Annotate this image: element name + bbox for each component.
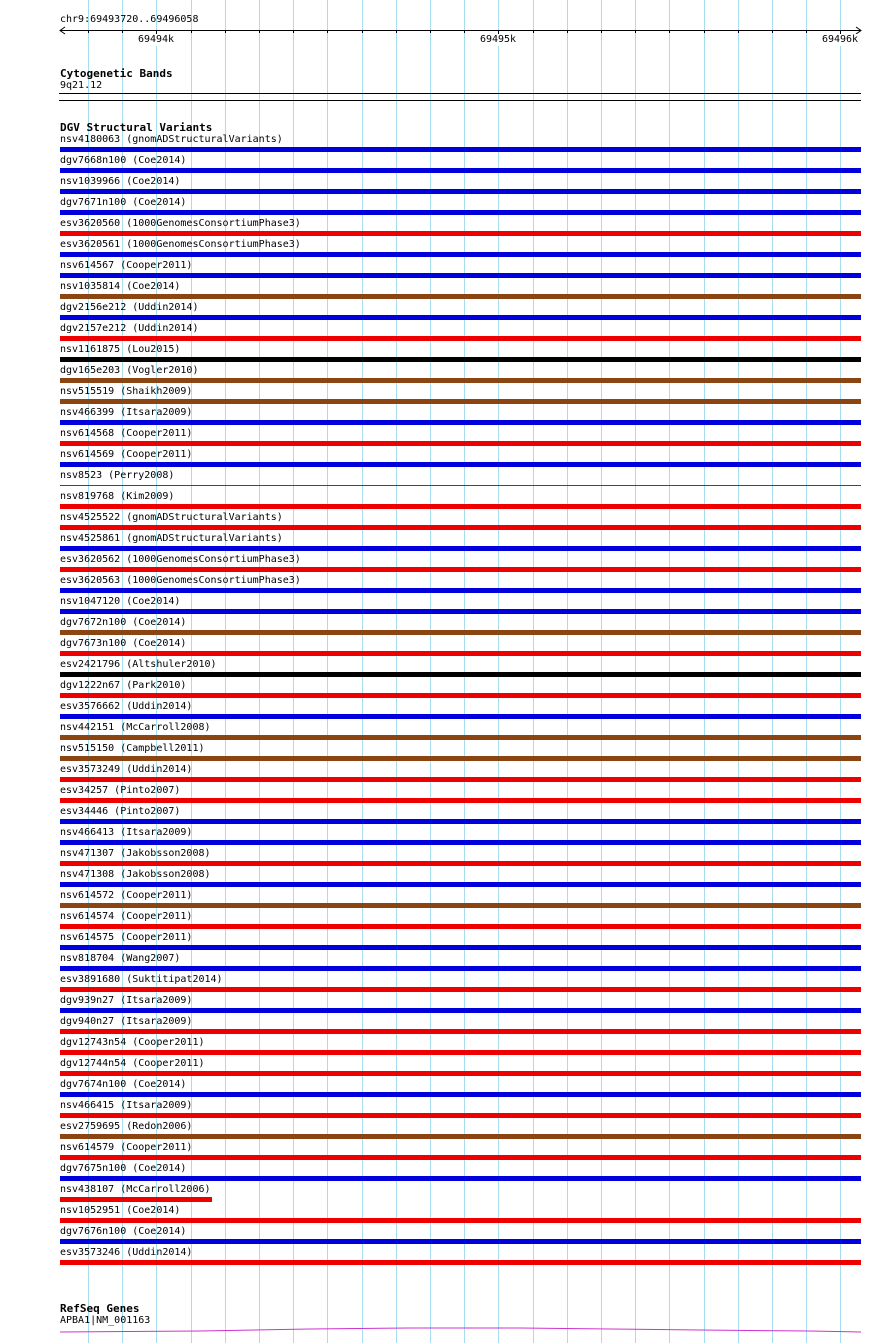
- sv-label[interactable]: nsv614579 (Cooper2011): [60, 1142, 193, 1153]
- sv-label[interactable]: nsv466399 (Itsara2009): [60, 407, 193, 418]
- sv-label[interactable]: nsv614574 (Cooper2011): [60, 911, 193, 922]
- sv-label[interactable]: esv3573246 (Uddin2014): [60, 1247, 193, 1258]
- sv-feature-bar[interactable]: [60, 945, 861, 950]
- sv-label[interactable]: esv3620561 (1000GenomesConsortiumPhase3): [60, 239, 301, 250]
- sv-feature-bar[interactable]: [60, 294, 861, 299]
- sv-feature-bar[interactable]: [60, 798, 861, 803]
- sv-label[interactable]: nsv8523 (Perry2008): [60, 470, 175, 481]
- sv-label[interactable]: nsv4525861 (gnomADStructuralVariants): [60, 533, 283, 544]
- sv-feature-bar[interactable]: [60, 861, 861, 866]
- sv-label[interactable]: nsv614569 (Cooper2011): [60, 449, 193, 460]
- sv-feature-bar[interactable]: [60, 273, 861, 278]
- sv-label[interactable]: esv3576662 (Uddin2014): [60, 701, 193, 712]
- sv-label[interactable]: nsv1047120 (Coe2014): [60, 596, 181, 607]
- sv-label[interactable]: nsv614567 (Cooper2011): [60, 260, 193, 271]
- sv-feature-bar[interactable]: [60, 966, 861, 971]
- sv-label[interactable]: nsv442151 (McCarroll2008): [60, 722, 211, 733]
- sv-label[interactable]: dgv2156e212 (Uddin2014): [60, 302, 199, 313]
- sv-feature-bar[interactable]: [60, 630, 861, 635]
- sv-label[interactable]: dgv7676n100 (Coe2014): [60, 1226, 187, 1237]
- sv-feature-bar[interactable]: [60, 485, 861, 486]
- sv-feature-bar[interactable]: [60, 987, 861, 992]
- sv-feature-bar[interactable]: [60, 672, 861, 677]
- sv-label[interactable]: esv3891680 (Suktitipat2014): [60, 974, 223, 985]
- refseq-gene-label[interactable]: APBA1|NM_001163: [60, 1315, 151, 1326]
- sv-feature-bar[interactable]: [60, 1239, 861, 1244]
- sv-label[interactable]: nsv471308 (Jakobsson2008): [60, 869, 211, 880]
- sv-label[interactable]: nsv466415 (Itsara2009): [60, 1100, 193, 1111]
- sv-feature-bar[interactable]: [60, 231, 861, 236]
- sv-label[interactable]: nsv466413 (Itsara2009): [60, 827, 193, 838]
- refseq-track-title: RefSeq Genes: [60, 1302, 140, 1315]
- sv-feature-bar[interactable]: [60, 462, 861, 467]
- sv-label[interactable]: nsv614568 (Cooper2011): [60, 428, 193, 439]
- sv-label[interactable]: nsv1039966 (Coe2014): [60, 176, 181, 187]
- sv-feature-bar[interactable]: [60, 420, 861, 425]
- sv-feature-bar[interactable]: [60, 756, 861, 761]
- sv-label[interactable]: nsv1161875 (Lou2015): [60, 344, 181, 355]
- sv-feature-bar[interactable]: [60, 903, 861, 908]
- sv-feature-bar[interactable]: [60, 567, 861, 572]
- sv-feature-bar[interactable]: [60, 1218, 861, 1223]
- sv-feature-bar[interactable]: [60, 546, 861, 551]
- sv-feature-bar[interactable]: [60, 693, 861, 698]
- sv-label[interactable]: esv34446 (Pinto2007): [60, 806, 181, 817]
- sv-label[interactable]: nsv515519 (Shaikh2009): [60, 386, 193, 397]
- sv-label[interactable]: dgv7674n100 (Coe2014): [60, 1079, 187, 1090]
- sv-feature-bar[interactable]: [60, 651, 861, 656]
- sv-feature-bar[interactable]: [60, 168, 861, 173]
- cytoband-divider-top: [59, 93, 861, 94]
- sv-feature-bar[interactable]: [60, 525, 861, 530]
- sv-feature-bar[interactable]: [60, 714, 861, 719]
- sv-feature-bar[interactable]: [60, 1029, 861, 1034]
- sv-feature-bar[interactable]: [60, 840, 861, 845]
- ruler-coordinates: chr9:69493720..69496058: [60, 14, 199, 25]
- sv-feature-bar[interactable]: [60, 1071, 861, 1076]
- sv-label[interactable]: dgv7668n100 (Coe2014): [60, 155, 187, 166]
- sv-label[interactable]: nsv4525522 (gnomADStructuralVariants): [60, 512, 283, 523]
- sv-feature-bar[interactable]: [60, 924, 861, 929]
- sv-label[interactable]: nsv438107 (McCarroll2006): [60, 1184, 211, 1195]
- sv-feature-bar[interactable]: [60, 504, 861, 509]
- sv-label[interactable]: dgv12743n54 (Cooper2011): [60, 1037, 205, 1048]
- sv-label[interactable]: esv34257 (Pinto2007): [60, 785, 181, 796]
- sv-label[interactable]: esv3620563 (1000GenomesConsortiumPhase3): [60, 575, 301, 586]
- sv-label[interactable]: esv3573249 (Uddin2014): [60, 764, 193, 775]
- sv-label[interactable]: nsv614575 (Cooper2011): [60, 932, 193, 943]
- sv-feature-bar[interactable]: [60, 147, 861, 152]
- ruler-tick-label: 69494k: [137, 34, 175, 45]
- sv-label[interactable]: dgv2157e212 (Uddin2014): [60, 323, 199, 334]
- sv-label[interactable]: esv3620560 (1000GenomesConsortiumPhase3): [60, 218, 301, 229]
- sv-feature-bar[interactable]: [60, 378, 861, 383]
- sv-feature-bar[interactable]: [60, 882, 861, 887]
- sv-feature-bar[interactable]: [60, 441, 861, 446]
- ruler-tick-label: 69495k: [479, 34, 517, 45]
- sv-feature-bar[interactable]: [60, 1134, 861, 1139]
- sv-label[interactable]: dgv1222n67 (Park2010): [60, 680, 187, 691]
- sv-feature-bar[interactable]: [60, 210, 861, 215]
- sv-label[interactable]: dgv7672n100 (Coe2014): [60, 617, 187, 628]
- sv-feature-bar[interactable]: [60, 777, 861, 782]
- sv-label[interactable]: esv2421796 (Altshuler2010): [60, 659, 217, 670]
- dgv-track-title: DGV Structural Variants: [60, 121, 213, 134]
- sv-label[interactable]: nsv515150 (Campbell2011): [60, 743, 205, 754]
- sv-label[interactable]: esv2759695 (Redon2006): [60, 1121, 193, 1132]
- sv-feature-bar[interactable]: [60, 735, 861, 740]
- sv-label[interactable]: nsv471307 (Jakobsson2008): [60, 848, 211, 859]
- sv-feature-bar[interactable]: [60, 357, 861, 362]
- sv-feature-bar[interactable]: [60, 1050, 861, 1055]
- sv-label[interactable]: dgv165e203 (Vogler2010): [60, 365, 199, 376]
- sv-label[interactable]: dgv7675n100 (Coe2014): [60, 1163, 187, 1174]
- sv-label[interactable]: dgv7673n100 (Coe2014): [60, 638, 187, 649]
- sv-feature-bar[interactable]: [60, 1197, 212, 1202]
- cytoband-track-title: Cytogenetic Bands: [60, 67, 173, 80]
- ruler-tick-label: 69496k: [821, 34, 859, 45]
- sv-label[interactable]: nsv819768 (Kim2009): [60, 491, 175, 502]
- sv-feature-bar[interactable]: [60, 1092, 861, 1097]
- refseq-gene-feature[interactable]: [0, 1320, 890, 1340]
- cytoband-divider-bottom: [59, 100, 861, 101]
- sv-feature-bar[interactable]: [60, 588, 861, 593]
- sv-feature-bar[interactable]: [60, 1113, 861, 1118]
- sv-label[interactable]: nsv4180063 (gnomADStructuralVariants): [60, 134, 283, 145]
- sv-label[interactable]: dgv7671n100 (Coe2014): [60, 197, 187, 208]
- sv-label[interactable]: dgv939n27 (Itsara2009): [60, 995, 193, 1006]
- sv-feature-bar[interactable]: [60, 315, 861, 320]
- sv-label[interactable]: dgv12744n54 (Cooper2011): [60, 1058, 205, 1069]
- sv-feature-bar[interactable]: [60, 1155, 861, 1160]
- sv-label[interactable]: esv3620562 (1000GenomesConsortiumPhase3): [60, 554, 301, 565]
- sv-label[interactable]: dgv940n27 (Itsara2009): [60, 1016, 193, 1027]
- sv-feature-bar[interactable]: [60, 819, 861, 824]
- sv-feature-bar[interactable]: [60, 1176, 861, 1181]
- sv-feature-bar[interactable]: [60, 1008, 861, 1013]
- coordinate-ruler[interactable]: [0, 22, 890, 52]
- sv-label[interactable]: nsv1035814 (Coe2014): [60, 281, 181, 292]
- sv-label[interactable]: nsv818704 (Wang2007): [60, 953, 181, 964]
- sv-feature-bar[interactable]: [60, 189, 861, 194]
- sv-feature-bar[interactable]: [60, 609, 861, 614]
- sv-feature-bar[interactable]: [60, 1260, 861, 1265]
- sv-label[interactable]: nsv1052951 (Coe2014): [60, 1205, 181, 1216]
- sv-feature-bar[interactable]: [60, 252, 861, 257]
- sv-label[interactable]: nsv614572 (Cooper2011): [60, 890, 193, 901]
- sv-feature-bar[interactable]: [60, 399, 861, 404]
- sv-feature-bar[interactable]: [60, 336, 861, 341]
- cytoband-label: 9q21.12: [60, 80, 103, 91]
